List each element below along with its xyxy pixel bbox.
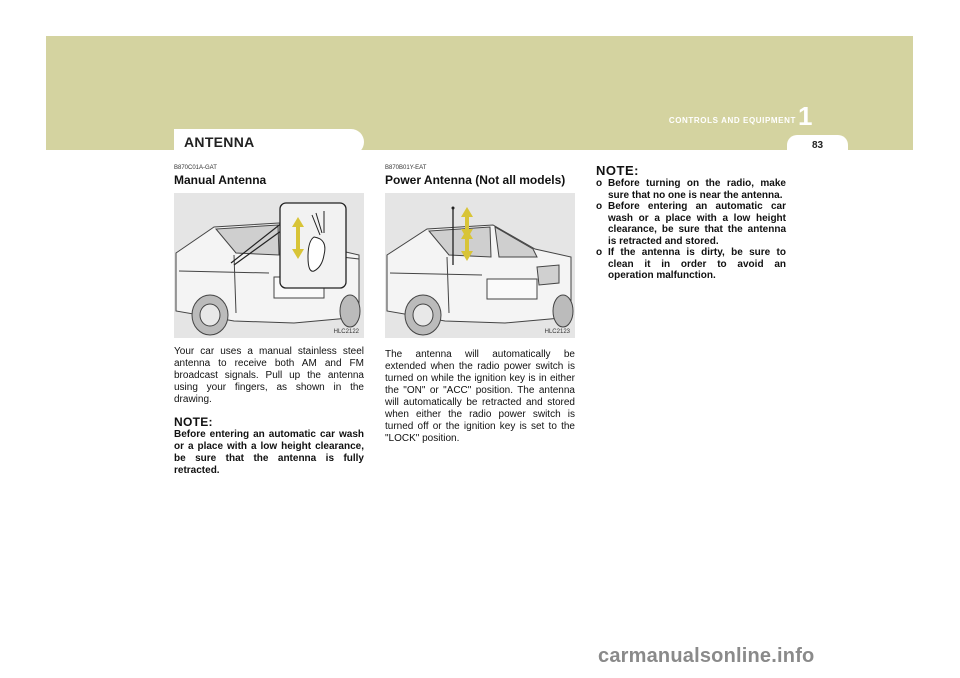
note-item-text: Before turning on the radio, make sure that no one is near the antenna. — [608, 178, 786, 201]
car-rear-illustration — [385, 193, 575, 338]
list-item — [596, 178, 786, 201]
power-antenna-heading: Power Antenna (Not all models) — [385, 173, 566, 187]
note-item-text: If the antenna is dirty, be sure to clean it in order to avoid an operation malfunction. — [608, 247, 786, 281]
power-antenna-figure — [385, 193, 575, 338]
watermark: carmanualsonline.info — [598, 645, 815, 667]
bullet-marker: o — [596, 178, 603, 189]
notes-section — [596, 163, 786, 282]
manual-antenna-figure-label: HLC2122 — [333, 329, 359, 335]
chapter-label: CONTROLS AND EQUIPMENT — [668, 116, 796, 125]
manual-antenna-note-text: Before entering an automatic car wash or a place with a low height clearance, be sure that the antenna is fully retracted. — [174, 429, 364, 476]
note-item-text: Before entering an automatic car wash or a place with a low height clearance, be sure that the antenna is retracted and stored. — [608, 201, 786, 247]
bullet-marker: o — [596, 201, 603, 212]
manual-antenna-note-heading: NOTE: — [174, 415, 213, 429]
page-number: 83 — [811, 140, 824, 151]
power-antenna-code: B870B01Y-EAT — [385, 165, 427, 171]
chapter-number: 1 — [798, 101, 813, 131]
power-antenna-body: The antenna will automatically be extended when the radio power switch is turned on while the ignition key is in either the "ON" or "ACC" position. The antenna will automatically be retracted and stored when either the radio power switch is turned off or the ignition key is set to the "LOCK" position. — [385, 349, 575, 444]
notes-list — [596, 178, 786, 282]
power-antenna-section — [385, 164, 575, 445]
manual-antenna-body: Your car uses a manual stainless steel antenna to receive both AM and FM broadcast signals. Pull up the antenna using your fingers, as shown in the drawing. — [174, 346, 364, 405]
section-title: ANTENNA — [184, 134, 255, 150]
manual-antenna-heading: Manual Antenna — [174, 173, 267, 187]
manual-antenna-section — [174, 164, 364, 477]
list-item — [596, 201, 786, 247]
notes-heading: NOTE: — [596, 163, 639, 178]
manual-antenna-figure — [174, 193, 364, 338]
list-item — [596, 247, 786, 282]
manual-antenna-code: B870C01A-GAT — [174, 165, 217, 171]
bullet-marker: o — [596, 247, 603, 258]
power-antenna-figure-label: HLC2123 — [544, 329, 570, 335]
car-rear-illustration — [174, 193, 364, 338]
